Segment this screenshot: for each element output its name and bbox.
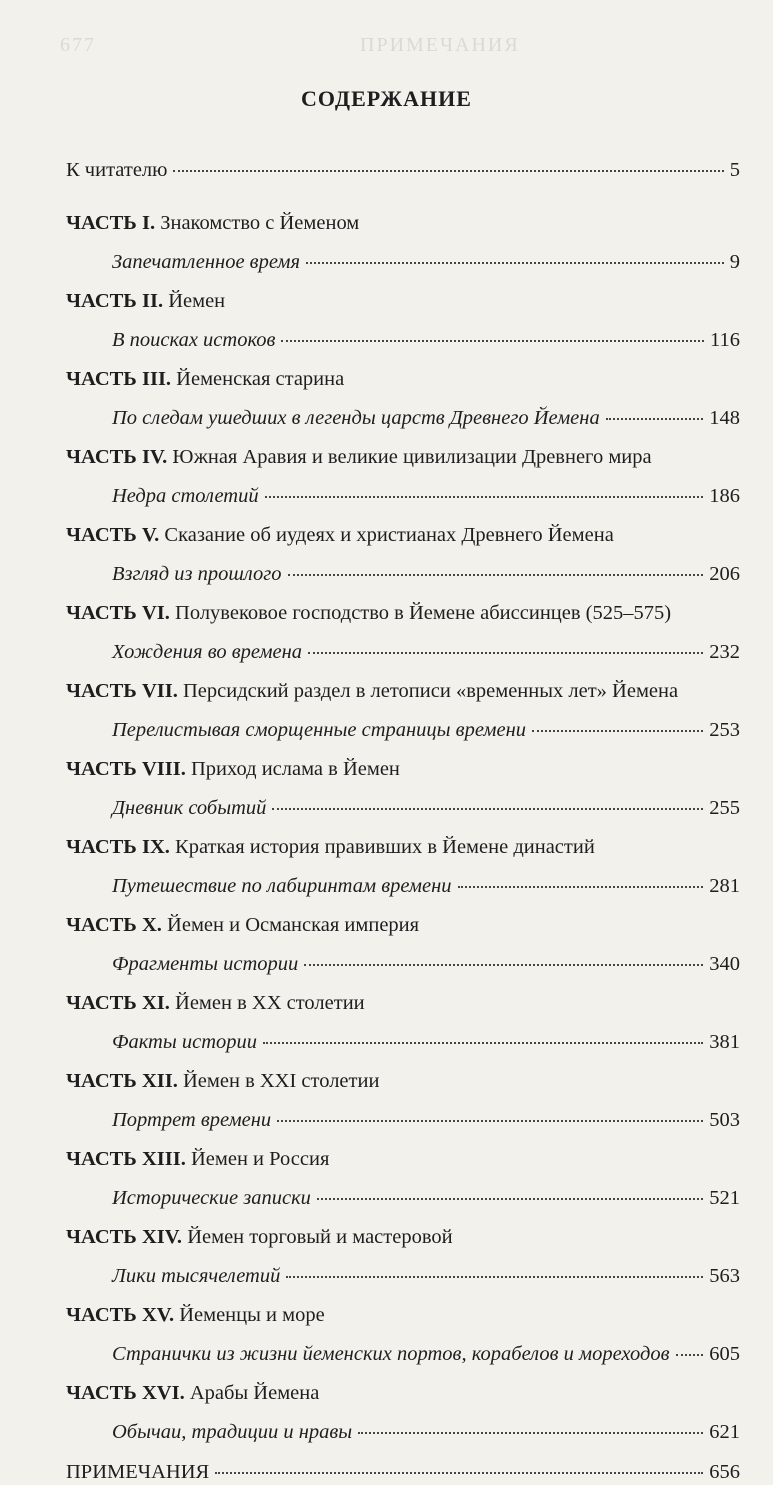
toc-part-title <box>66 1146 329 1172</box>
toc-part-name: Сказание об иудеях и христианах Древнего Йемена <box>164 524 614 546</box>
toc-entry <box>66 1106 740 1132</box>
toc-page-number: 255 <box>709 797 740 819</box>
toc-part-label: ЧАСТЬ XII. <box>66 1070 178 1092</box>
toc-part-title <box>66 912 419 938</box>
dot-leader <box>458 868 704 888</box>
toc-part-name: Йемен в XX столетии <box>175 992 365 1014</box>
toc-part-heading <box>66 834 740 860</box>
toc-entry-text: Фрагменты истории <box>112 953 299 975</box>
toc-entry-intro <box>66 156 740 182</box>
toc-entry-text: Запечатленное время <box>112 251 301 273</box>
toc-part-heading <box>66 444 740 470</box>
show-through-running-head: ПРИМЕЧАНИЯ <box>360 34 520 56</box>
toc-part-label: ЧАСТЬ XIII. <box>66 1148 186 1170</box>
page-title: СОДЕРЖАНИЕ <box>301 86 472 111</box>
toc-entry <box>66 560 740 586</box>
toc-page-number: 563 <box>709 1265 740 1287</box>
toc-page-number: 253 <box>709 719 740 741</box>
toc-part-name: Йеменцы и море <box>179 1304 325 1326</box>
toc-page-number: 148 <box>709 407 740 429</box>
toc-entry-text: В поисках истоков <box>112 329 276 351</box>
dot-leader <box>286 1258 703 1278</box>
dot-leader <box>306 244 724 264</box>
toc-part-name: Йемен и Османская империя <box>167 914 420 936</box>
toc-entry-text: К читателю <box>66 159 168 181</box>
toc-part-heading <box>66 912 740 938</box>
toc-part-name: Знакомство с Йеменом <box>160 212 360 234</box>
toc-part-name: Персидский раздел в летописи «временных лет» Йемена <box>183 680 679 702</box>
toc-part-title <box>66 1302 325 1328</box>
dot-leader <box>281 322 704 342</box>
toc-part-title <box>66 990 365 1016</box>
toc-part-heading <box>66 1068 740 1094</box>
toc-part-label: ЧАСТЬ IV. <box>66 446 168 468</box>
dot-leader <box>532 712 703 732</box>
toc-part-name: Йемен и Россия <box>190 1148 330 1170</box>
toc-entry <box>66 1028 740 1054</box>
toc-part-title <box>66 600 671 626</box>
toc-entry-text: Недра столетий <box>112 485 259 507</box>
toc-page-number: 116 <box>710 329 740 351</box>
toc-part-title <box>66 756 400 782</box>
toc-page-number: 232 <box>709 641 740 663</box>
toc-part-label: ЧАСТЬ XIV. <box>66 1226 183 1248</box>
toc-entry <box>66 326 740 352</box>
toc-entry-text: Взгляд из прошлого <box>112 563 282 585</box>
toc-entry <box>66 1184 740 1210</box>
dot-leader <box>277 1102 703 1122</box>
toc-part-label: ЧАСТЬ I. <box>66 212 156 234</box>
dot-leader <box>272 790 703 810</box>
toc-part-title <box>66 678 678 704</box>
toc-part-name: Краткая история правивших в Йемене династий <box>175 836 595 858</box>
toc-entry-text: Дневник событий <box>112 797 267 819</box>
toc-entry <box>66 1340 740 1366</box>
toc-entry-text: Странички из жизни йеменских портов, корабелов и мореходов <box>112 1343 670 1365</box>
toc-part-label: ЧАСТЬ III. <box>66 368 172 390</box>
toc-part-title <box>66 366 344 392</box>
toc-page-number: 206 <box>709 563 740 585</box>
dot-leader <box>265 478 704 498</box>
toc-part-heading <box>66 210 740 236</box>
toc-entry-text: Обычаи, традиции и нравы <box>112 1421 353 1443</box>
toc-part-title <box>66 444 652 470</box>
dot-leader <box>215 1454 703 1474</box>
dot-leader <box>358 1414 703 1434</box>
toc-part-title <box>66 1224 453 1250</box>
toc-part-heading <box>66 990 740 1016</box>
toc-page-number: 621 <box>709 1421 740 1443</box>
toc-part-name: Йемен <box>168 290 226 312</box>
toc-page-number: 281 <box>709 875 740 897</box>
toc-page-number: 521 <box>709 1187 740 1209</box>
toc-part-name: Йеменская старина <box>176 368 345 390</box>
toc-entry-text: Путешествие по лабиринтам времени <box>112 875 452 897</box>
show-through-header <box>60 34 733 58</box>
toc-part-label: ЧАСТЬ V. <box>66 524 160 546</box>
toc-part-heading <box>66 1380 740 1406</box>
dot-leader <box>304 946 703 966</box>
toc-entry <box>66 716 740 742</box>
toc-page-number: 340 <box>709 953 740 975</box>
toc-page-number: 9 <box>729 251 740 273</box>
toc-entry-text: По следам ушедших в легенды царств Древнего Йемена <box>112 407 600 429</box>
dot-leader <box>288 556 704 576</box>
toc-part-heading <box>66 756 740 782</box>
dot-leader <box>317 1180 703 1200</box>
toc-entry-text: Лики тысячелетий <box>112 1265 281 1287</box>
toc-part-title <box>66 210 359 236</box>
toc-part-heading <box>66 1224 740 1250</box>
toc-part-label: ЧАСТЬ X. <box>66 914 162 936</box>
toc-entry-text: Факты истории <box>112 1031 258 1053</box>
toc-part-heading <box>66 366 740 392</box>
toc-part-label: ЧАСТЬ IX. <box>66 836 170 858</box>
toc-page-number: 605 <box>709 1343 740 1365</box>
toc-entry-text: Портрет времени <box>112 1109 272 1131</box>
toc-part-label: ЧАСТЬ XVI. <box>66 1382 185 1404</box>
toc-part-heading <box>66 1302 740 1328</box>
toc-entry <box>66 248 740 274</box>
dot-leader <box>173 152 723 172</box>
toc-part-name: Арабы Йемена <box>189 1382 320 1404</box>
toc-entry <box>66 1418 740 1444</box>
toc-part-title <box>66 834 595 860</box>
toc-part-title <box>66 1068 379 1094</box>
dot-leader <box>676 1336 704 1356</box>
toc-part-heading <box>66 600 740 626</box>
toc-page-number: 186 <box>709 485 740 507</box>
toc-part-title <box>66 522 614 548</box>
toc-entry-text: Хождения во времена <box>112 641 303 663</box>
toc-entry <box>66 1262 740 1288</box>
toc-part-name: Йемен в XXI столетии <box>183 1070 380 1092</box>
toc-entry-text: Исторические записки <box>112 1187 311 1209</box>
dot-leader <box>606 400 704 420</box>
toc-entry-text: ПРИМЕЧАНИЯ <box>66 1461 210 1483</box>
toc-entry-text: Перелистывая сморщенные страницы времени <box>112 719 527 741</box>
show-through-page-number: 677 <box>60 34 96 56</box>
toc-part-label: ЧАСТЬ VI. <box>66 602 170 624</box>
toc-entry <box>66 404 740 430</box>
toc-entry <box>66 638 740 664</box>
toc-part-heading <box>66 1146 740 1172</box>
toc-part-title <box>66 1380 319 1406</box>
toc-entry <box>66 950 740 976</box>
toc-page-number: 503 <box>709 1109 740 1131</box>
toc-spacer <box>66 182 740 210</box>
toc-entry <box>66 872 740 898</box>
toc-part-heading <box>66 522 740 548</box>
toc-part-heading <box>66 678 740 704</box>
toc-page-number: 656 <box>709 1461 740 1483</box>
dot-leader <box>263 1024 703 1044</box>
toc-part-label: ЧАСТЬ XV. <box>66 1304 175 1326</box>
toc-part-name: Йемен торговый и мастеровой <box>187 1226 453 1248</box>
toc-part-name: Южная Аравия и великие цивилизации Древнего мира <box>172 446 652 468</box>
toc-part-label: ЧАСТЬ VII. <box>66 680 178 702</box>
toc-part-name: Приход ислама в Йемен <box>190 758 400 780</box>
toc-part-name: Полувековое господство в Йемене абиссинцев (525–575) <box>175 602 672 624</box>
toc-page-number: 5 <box>729 159 740 181</box>
toc-entry <box>66 482 740 508</box>
table-of-contents <box>66 156 740 1484</box>
toc-part-label: ЧАСТЬ XI. <box>66 992 170 1014</box>
dot-leader <box>308 634 703 654</box>
toc-part-label: ЧАСТЬ II. <box>66 290 164 312</box>
toc-part-heading <box>66 288 740 314</box>
toc-entry-notes <box>66 1458 740 1484</box>
toc-entry <box>66 794 740 820</box>
toc-part-title <box>66 288 225 314</box>
toc-part-label: ЧАСТЬ VIII. <box>66 758 186 780</box>
toc-page-number: 381 <box>709 1031 740 1053</box>
